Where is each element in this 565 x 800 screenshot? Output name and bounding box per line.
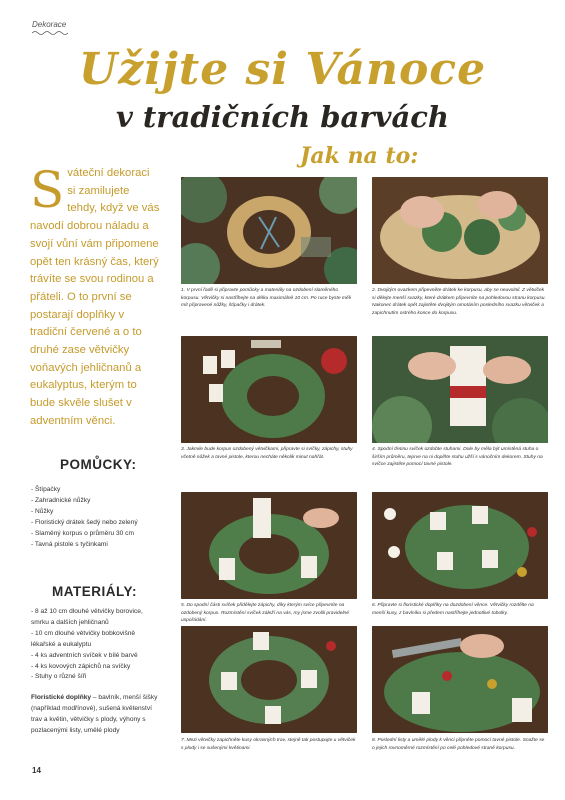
- floristic-note: [31, 693, 161, 737]
- page-subtitle: v tradičních barvách: [115, 100, 450, 134]
- page-title: Užijte si Vánoce: [78, 44, 487, 95]
- list-item: - Floristický drátek šedý nebo zelený: [31, 518, 138, 526]
- step-5-caption: 5. Do spodní části svíček přidělejte zápichy, díky kterým svíce připevníte na ozdobený korpus. Rozmístění svíček záleží na vás, my jsme zvolili pravidelné uspořádání.: [181, 603, 349, 624]
- step-7-caption: 7. Mezi větvičky zapichněte kusy okrasných trav, stejně tak postupujte u větviček s plody i se sušenými květinami.: [181, 738, 356, 751]
- list-item: - 8 až 10 cm dlouhé větvičky borovice, smrku a dalších jehličnanů: [31, 608, 143, 626]
- step-8-photo: [372, 626, 548, 733]
- step-3-caption: 3. Jakmile bude korpus ozdobený větvičkami, připravte si svíčky, zápichy, stuhy včetně nůžek a tavné pistole, kterou necháte několik minut nahřát.: [181, 447, 353, 460]
- intro-text: váteční dekoraci si zamilujete tehdy, když ve vás navodí dobrou náladu a svojí vůní vám připomene opět ten krásný čas, který trávíte se svou rodinou a přáteli. O to první se postarají doplňky v tradiční červené a o to druhé zase větvičky voňavých jehličnanů a eukalyptus, kterým to bude skvěle slušet v adventním věnci.: [30, 167, 160, 427]
- step-4-caption: 4. Spodní třetinu svíček ozdobte stuhami. Dole by měla být umístěná stuha o širším průměru, teprve na ni doplňte stuhu užší s vánočním dekorem. Stuhy na svíčce zajistěte pomocí tavné pistole.: [372, 447, 543, 468]
- list-item: - 4 ks kovových zápichů na svíčky: [31, 662, 131, 670]
- step-6-photo: [372, 492, 548, 599]
- howto-heading: Jak na to:: [300, 143, 419, 169]
- tools-list: [31, 485, 161, 550]
- step-2-photo: [372, 177, 548, 284]
- list-item: - 4 ks adventních svíček v bílé barvě: [31, 651, 138, 659]
- tools-heading: POMŮCKY:: [60, 457, 137, 472]
- step-2-caption: 2. Dvojitým ovazkem připevněte drátek ke korpusu, aby se neuvolnil. Z větviček si dělejte menší svazky, které drátkem připevníte na pohledovou stranu korpusu. Nakonec drátek opět zajistěte dvojitým omotáním posledního svazku větviček a zapichnutím ostrého konce do korpusu.: [372, 288, 546, 316]
- list-item: - Zahradnické nůžky: [31, 496, 91, 504]
- step-8-caption: 8. Poslední listy a umělé plody k věnci připněte pomocí tavné pistole. Snažte se o jejich rovnoměrné rozmístění po celé pohledové straně korpusu.: [372, 738, 545, 751]
- list-item: - Slaměný korpus o průměru 30 cm: [31, 529, 134, 537]
- floristic-label: Floristické doplňky: [31, 694, 92, 701]
- drop-cap: S: [30, 161, 65, 219]
- step-3-photo: [181, 336, 357, 443]
- intro-paragraph: [30, 161, 160, 431]
- section-label: Dekorace: [32, 20, 67, 29]
- step-4-photo: [372, 336, 548, 443]
- list-item: - Nůžky: [31, 507, 54, 515]
- page-number: 14: [32, 766, 41, 775]
- list-item: - Štípačky: [31, 486, 61, 493]
- step-1-caption: 1. V první řadě si připravte pomůcky a materiály na ozdobení slaměného korpusu. Větvičky si nastříhejte na délku maximálně 10 cm. Po ruce byste měli mít připravené nůžky, štípačky i drátek.: [181, 288, 351, 309]
- floristic-text: – bavlník, menší šišky (například modřínové), sušená květenství trav a květin, větvičky s plody, výhony s pozlacenými listy, umělé plody: [31, 694, 158, 734]
- materials-list: [31, 607, 161, 683]
- decorative-squiggle: [32, 30, 68, 36]
- step-6-caption: 6. Připravte si floristické doplňky na dozdobení věnce. Větvičky rozdělte na menší kusy, z bavlníku si předem nastříhejte jednotlivé tobolky.: [372, 603, 534, 616]
- step-5-photo: [181, 492, 357, 599]
- step-1-photo: [181, 177, 357, 284]
- step-7-photo: [181, 626, 357, 733]
- list-item: - Stuhy o různé šíři: [31, 673, 87, 681]
- materials-heading: MATERIÁLY:: [52, 584, 137, 599]
- list-item: - 10 cm dlouhé větvičky bobkovišně lékařské a eukalyptu: [31, 629, 136, 648]
- list-item: - Tavná pistole s tyčinkami: [31, 540, 108, 548]
